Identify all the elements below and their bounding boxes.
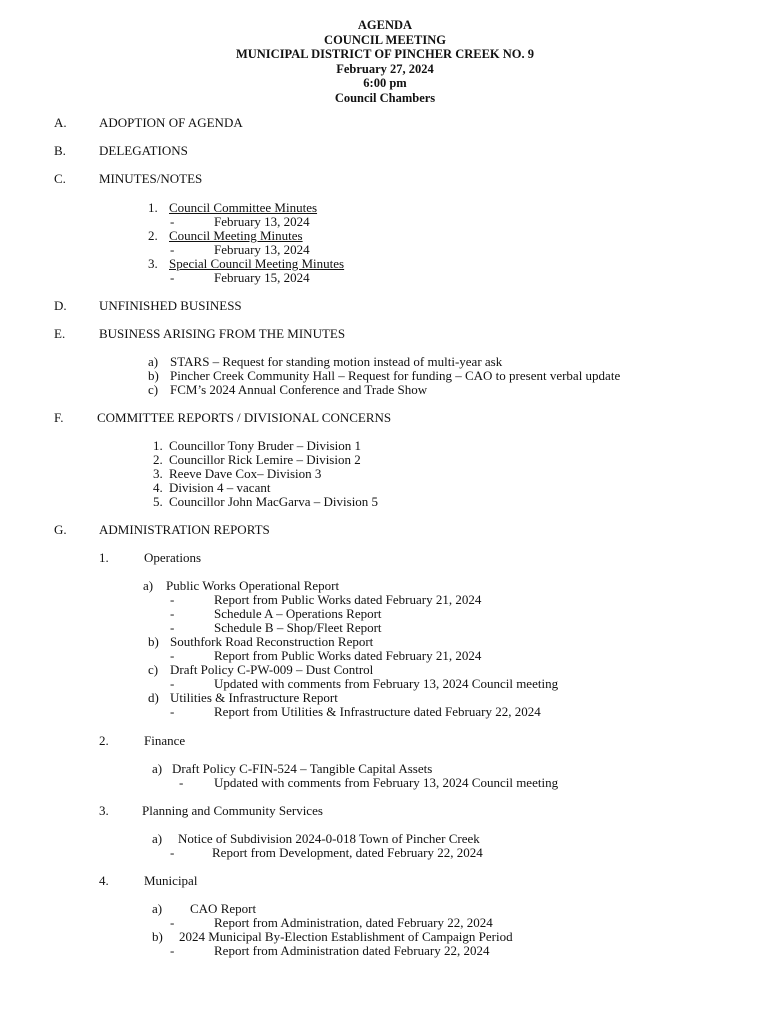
plan-a-text: Notice of Subdivision 2024-0-018 Town of Pincher Creek	[178, 831, 480, 846]
section-d-letter: D.	[54, 298, 67, 313]
header-date: February 27, 2024	[336, 61, 434, 76]
e-item-a-text: STARS – Request for standing motion instead of multi-year ask	[170, 354, 503, 369]
g-municipal-title: Municipal	[144, 873, 198, 888]
g-planning-title: Planning and Community Services	[142, 803, 323, 818]
section-c-title: MINUTES/NOTES	[99, 171, 203, 186]
c-item-3-dash: -	[170, 270, 175, 285]
c-item-2-date: February 13, 2024	[214, 242, 310, 257]
plan-a-mark: a)	[152, 831, 163, 846]
e-item-c-mark: c)	[148, 382, 159, 397]
mun-b-sub1: Report from Administration dated February 22, 2024	[214, 943, 490, 958]
section-b-title: DELEGATIONS	[99, 143, 188, 158]
header-location: Council Chambers	[334, 90, 436, 105]
e-item-a-mark: a)	[148, 354, 159, 369]
c-item-2-dash: -	[170, 242, 175, 257]
fin-a-sub1: Updated with comments from February 13, 2024 Council meeting	[214, 775, 559, 790]
e-item-b-text: Pincher Creek Community Hall – Request for funding – CAO to present verbal update	[170, 368, 621, 383]
f-item-2-text: Councillor Rick Lemire – Division 2	[169, 452, 361, 467]
header-time: 6:00 pm	[363, 76, 407, 90]
ops-b-sub1-dash: -	[170, 648, 175, 663]
ops-c-mark: c)	[148, 662, 159, 677]
c-item-1-dash: -	[170, 214, 175, 229]
section-g-title: ADMINISTRATION REPORTS	[99, 522, 270, 537]
section-e-letter: E.	[54, 326, 66, 341]
c-item-2-title: Council Meeting Minutes	[169, 228, 303, 243]
fin-a-sub1-dash: -	[179, 775, 184, 790]
c-item-3-title: Special Council Meeting Minutes	[169, 256, 345, 271]
ops-a-sub3-dash: -	[170, 620, 175, 635]
mun-a-text: CAO Report	[190, 901, 257, 916]
section-e-title: BUSINESS ARISING FROM THE MINUTES	[99, 326, 346, 341]
mun-a-sub1-dash: -	[170, 915, 175, 930]
ops-a-mark: a)	[143, 578, 154, 593]
ops-b-mark: b)	[148, 634, 159, 649]
f-item-5-num: 5.	[153, 494, 163, 509]
c-item-1-title: Council Committee Minutes	[169, 200, 318, 215]
ops-c-sub1: Updated with comments from February 13, 2024 Council meeting	[214, 676, 559, 691]
f-item-3-num: 3.	[153, 466, 163, 481]
g-finance-title: Finance	[144, 733, 186, 748]
header-municipality: MUNICIPAL DISTRICT OF PINCHER CREEK NO. 9	[235, 47, 535, 61]
ops-a-sub3: Schedule B – Shop/Fleet Report	[214, 620, 382, 635]
ops-c-text: Draft Policy C-PW-009 – Dust Control	[170, 662, 374, 677]
c-item-3-num: 3.	[148, 256, 158, 271]
ops-d-text: Utilities & Infrastructure Report	[170, 690, 338, 705]
ops-b-text: Southfork Road Reconstruction Report	[170, 634, 374, 649]
e-item-c-text: FCM’s 2024 Annual Conference and Trade Show	[170, 382, 428, 397]
ops-a-sub2: Schedule A – Operations Report	[214, 606, 382, 621]
g-operations-num: 1.	[99, 550, 109, 565]
ops-c-sub1-dash: -	[170, 676, 175, 691]
section-f-title: COMMITTEE REPORTS / DIVISIONAL CONCERNS	[97, 410, 392, 425]
g-municipal-num: 4.	[99, 873, 109, 888]
header-agenda: AGENDA	[357, 18, 413, 32]
section-c-letter: C.	[54, 171, 66, 186]
g-planning-num: 3.	[99, 803, 109, 818]
c-item-2-num: 2.	[148, 228, 158, 243]
mun-a-sub1: Report from Administration, dated February 22, 2024	[214, 915, 493, 930]
section-a-letter: A.	[54, 115, 67, 130]
plan-a-sub1-dash: -	[170, 845, 175, 860]
section-a-title: ADOPTION OF AGENDA	[99, 115, 243, 130]
mun-b-sub1-dash: -	[170, 943, 175, 958]
ops-d-sub1-dash: -	[170, 704, 175, 719]
e-item-b-mark: b)	[148, 368, 159, 383]
f-item-5-text: Councillor John MacGarva – Division 5	[169, 494, 379, 509]
f-item-4-text: Division 4 – vacant	[169, 480, 271, 495]
g-finance-num: 2.	[99, 733, 109, 748]
c-item-1-num: 1.	[148, 200, 158, 215]
f-item-3-text: Reeve Dave Cox– Division 3	[169, 466, 322, 481]
ops-a-sub2-dash: -	[170, 606, 175, 621]
g-operations-title: Operations	[144, 550, 202, 565]
c-item-3-date: February 15, 2024	[214, 270, 310, 285]
section-g-letter: G.	[54, 522, 67, 537]
section-f-letter: F.	[54, 410, 64, 425]
fin-a-mark: a)	[152, 761, 163, 776]
ops-b-sub1: Report from Public Works dated February 21, 2024	[214, 648, 482, 663]
ops-a-sub1: Report from Public Works dated February 21, 2024	[214, 592, 482, 607]
mun-b-mark: b)	[152, 929, 163, 944]
plan-a-sub1: Report from Development, dated February 22, 2024	[212, 845, 483, 860]
c-item-1-date: February 13, 2024	[214, 214, 310, 229]
ops-d-sub1: Report from Utilities & Infrastructure dated February 22, 2024	[214, 704, 541, 719]
mun-a-mark: a)	[152, 901, 163, 916]
mun-b-text: 2024 Municipal By-Election Establishment of Campaign Period	[179, 929, 513, 944]
section-b-letter: B.	[54, 143, 66, 158]
ops-a-sub1-dash: -	[170, 592, 175, 607]
section-d-title: UNFINISHED BUSINESS	[99, 298, 242, 313]
fin-a-text: Draft Policy C-FIN-524 – Tangible Capital Assets	[172, 761, 433, 776]
f-item-2-num: 2.	[153, 452, 163, 467]
f-item-1-num: 1.	[153, 438, 163, 453]
header-meeting-type: COUNCIL MEETING	[324, 32, 446, 47]
f-item-4-num: 4.	[153, 480, 163, 495]
document-header	[0, 18, 770, 105]
f-item-1-text: Councillor Tony Bruder – Division 1	[169, 438, 362, 453]
ops-d-mark: d)	[148, 690, 159, 705]
ops-a-text: Public Works Operational Report	[166, 578, 340, 593]
